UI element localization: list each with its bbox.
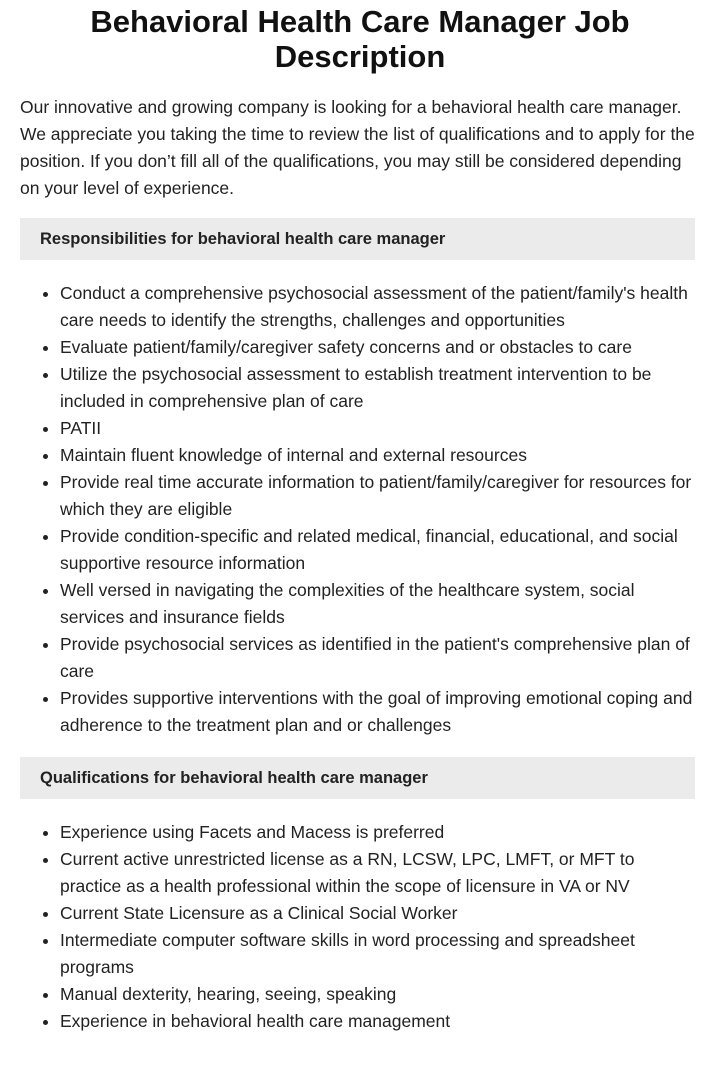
list-item: • Intermediate computer software skills in word processing and spreadsheet programs [60,927,700,981]
list-item: • PATII [60,415,700,442]
list-item: • Experience in behavioral health care management [60,1008,700,1035]
list-item: • Manual dexterity, hearing, seeing, speaking [60,981,700,1008]
responsibilities-list [0,280,720,739]
list-item: • Utilize the psychosocial assessment to establish treatment intervention to be included in comprehensive plan of care [60,361,700,415]
list-item: • Experience using Facets and Macess is preferred [60,819,700,846]
list-item: • Provides supportive interventions with the goal of improving emotional coping and adherence to the treatment plan and or challenges [60,685,700,739]
list-item: • Provide condition-specific and related medical, financial, educational, and social supportive resource information [60,523,700,577]
qualifications-heading: Qualifications for behavioral health care manager [20,757,695,799]
list-item: • Evaluate patient/family/caregiver safety concerns and or obstacles to care [60,334,700,361]
list-item: • Current active unrestricted license as a RN, LCSW, LPC, LMFT, or MFT to practice as a health professional within the scope of licensure in VA or NV [60,846,700,900]
list-item: • Maintain fluent knowledge of internal and external resources [60,442,700,469]
list-item: • Conduct a comprehensive psychosocial assessment of the patient/family's health care needs to identify the strengths, challenges and opportunities [60,280,700,334]
responsibilities-heading: Responsibilities for behavioral health care manager [20,218,695,260]
list-item: • Provide real time accurate information to patient/family/caregiver for resources for which they are eligible [60,469,700,523]
list-item: • Well versed in navigating the complexities of the healthcare system, social services and insurance fields [60,577,700,631]
list-item: • Provide psychosocial services as identified in the patient's comprehensive plan of care [60,631,700,685]
page-title: Behavioral Health Care Manager Job Description [90,4,630,74]
list-item: • Current State Licensure as a Clinical Social Worker [60,900,700,927]
qualifications-list [0,819,720,1035]
intro-paragraph: Our innovative and growing company is looking for a behavioral health care manager. We appreciate you taking the time to review the list of qualifications and to apply for the position. If you don’t fill all of the qualifications, you may still be considered depending on your level of experience. [20,97,695,198]
